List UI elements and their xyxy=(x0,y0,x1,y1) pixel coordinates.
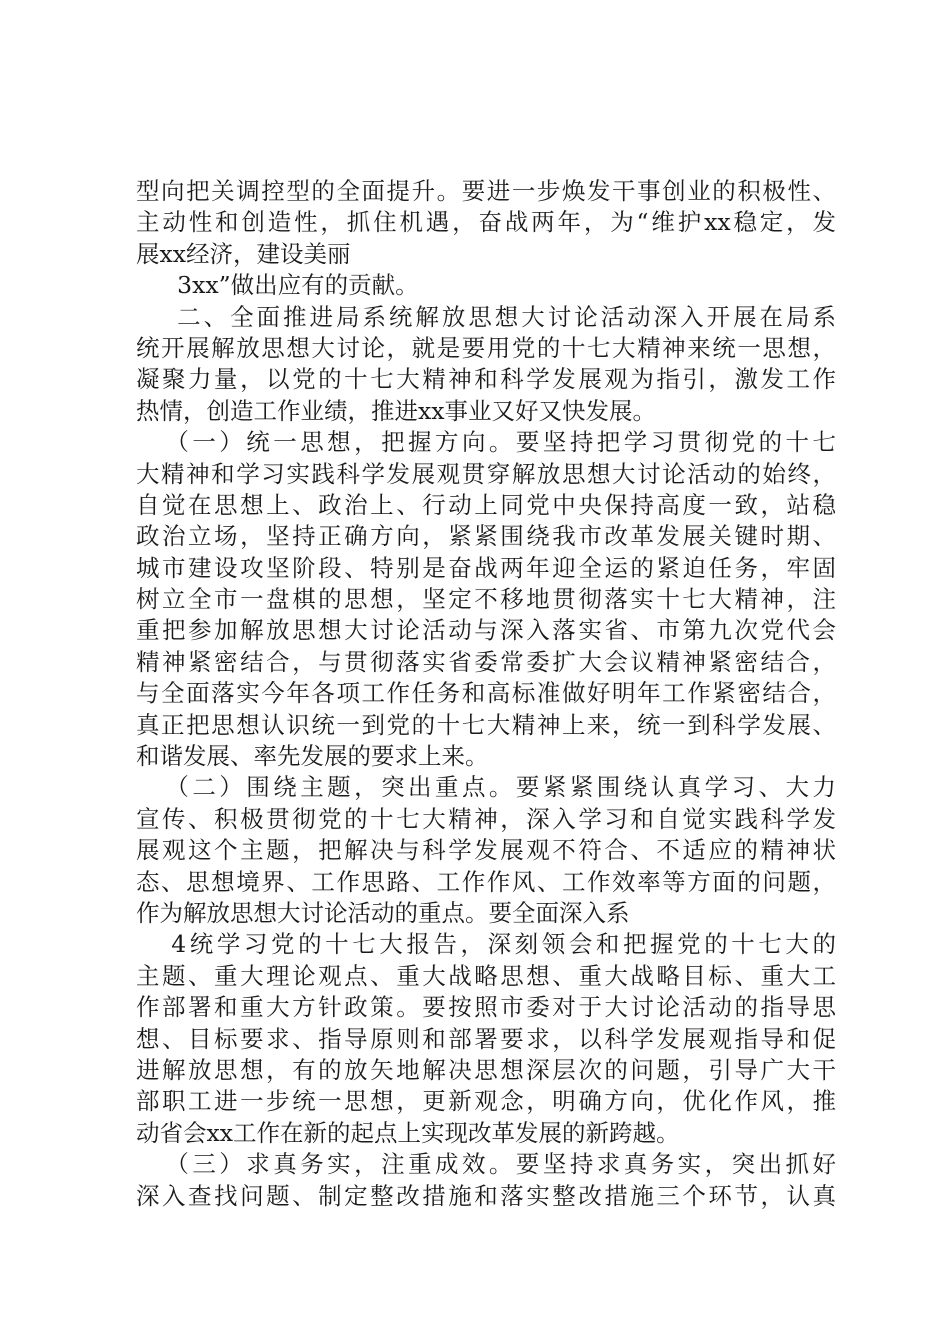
text-line: 政治立场，坚持正确方向，紧紧围绕我市改革发展关键时期、 xyxy=(136,522,836,551)
text-line: 部职工进一步统一思想，更新观念，明确方向，优化作风，推 xyxy=(136,1087,836,1116)
text-line: 主题、重大理论观点、重大战略思想、重大战略目标、重大工 xyxy=(136,961,836,990)
text-line: 精神紧密结合，与贯彻落实省委常委扩大会议精神紧密结合， xyxy=(136,647,836,676)
text-line: 与全面落实今年各项工作任务和高标准做好明年工作紧密结合， xyxy=(136,679,836,708)
text-line: 动省会xx工作在新的起点上实现改革发展的新跨越。 xyxy=(136,1118,680,1147)
text-line: 深入查找问题、制定整改措施和落实整改措施三个环节，认真 xyxy=(136,1181,836,1210)
text-line: （二）围绕主题，突出重点。要紧紧围绕认真学习、大力 xyxy=(165,773,836,802)
text-line: 二、全面推进局系统解放思想大讨论活动深入开展在局系 xyxy=(177,302,836,331)
text-line: 热情，创造工作业绩，推进xx事业又好又快发展。 xyxy=(136,396,657,425)
text-line: 3xx”做出应有的贡献。 xyxy=(177,271,419,300)
text-line: 统开展解放思想大讨论，就是要用党的十七大精神来统一思想， xyxy=(136,333,836,362)
text-line: 自觉在思想上、政治上、行动上同党中央保持高度一致，站稳 xyxy=(136,490,836,519)
text-line: （一）统一思想，把握方向。要坚持把学习贯彻党的十七 xyxy=(165,428,836,457)
text-line: 重把参加解放思想大讨论活动与深入落实省、市第九次党代会 xyxy=(136,616,836,645)
text-line: 展观这个主题，把解决与科学发展观不符合、不适应的精神状 xyxy=(136,836,836,865)
text-line: 大精神和学习实践科学发展观贯穿解放思想大讨论活动的始终， xyxy=(136,459,836,488)
text-line: 宣传、积极贯彻党的十七大精神，深入学习和自觉实践科学发 xyxy=(136,804,836,833)
text-line: 城市建设攻坚阶段、特别是奋战两年迎全运的紧迫任务，牢固 xyxy=(136,553,836,582)
text-line: 态、思想境界、工作思路、工作作风、工作效率等方面的问题， xyxy=(136,867,836,896)
text-line: 真正把思想认识统一到党的十七大精神上来，统一到科学发展、 xyxy=(136,710,836,739)
text-line: 进解放思想，有的放矢地解决思想深层次的问题，引导广大干 xyxy=(136,1055,836,1084)
text-line: 4统学习党的十七大报告，深刻领会和把握党的十七大的 xyxy=(171,930,836,959)
text-line: 主动性和创造性，抓住机遇，奋战两年，为“维护xx稳定，发 xyxy=(136,208,836,237)
text-line: 展xx经济，建设美丽 xyxy=(136,239,351,268)
text-line: 作为解放思想大讨论活动的重点。要全面深入系 xyxy=(136,898,630,927)
text-line: （三）求真务实，注重成效。要坚持求真务实，突出抓好 xyxy=(165,1150,836,1179)
text-line: 和谐发展、率先发展的要求上来。 xyxy=(136,742,489,771)
document-body xyxy=(136,176,836,1212)
text-line: 想、目标要求、指导原则和部署要求，以科学发展观指导和促 xyxy=(136,1024,836,1053)
text-line: 作部署和重大方针政策。要按照市委对于大讨论活动的指导思 xyxy=(136,993,836,1022)
text-line: 凝聚力量，以党的十七大精神和科学发展观为指引，激发工作 xyxy=(136,365,836,394)
text-line: 树立全市一盘棋的思想，坚定不移地贯彻落实十七大精神，注 xyxy=(136,585,836,614)
text-line: 型向把关调控型的全面提升。要进一步焕发干事创业的积极性、 xyxy=(136,177,836,205)
